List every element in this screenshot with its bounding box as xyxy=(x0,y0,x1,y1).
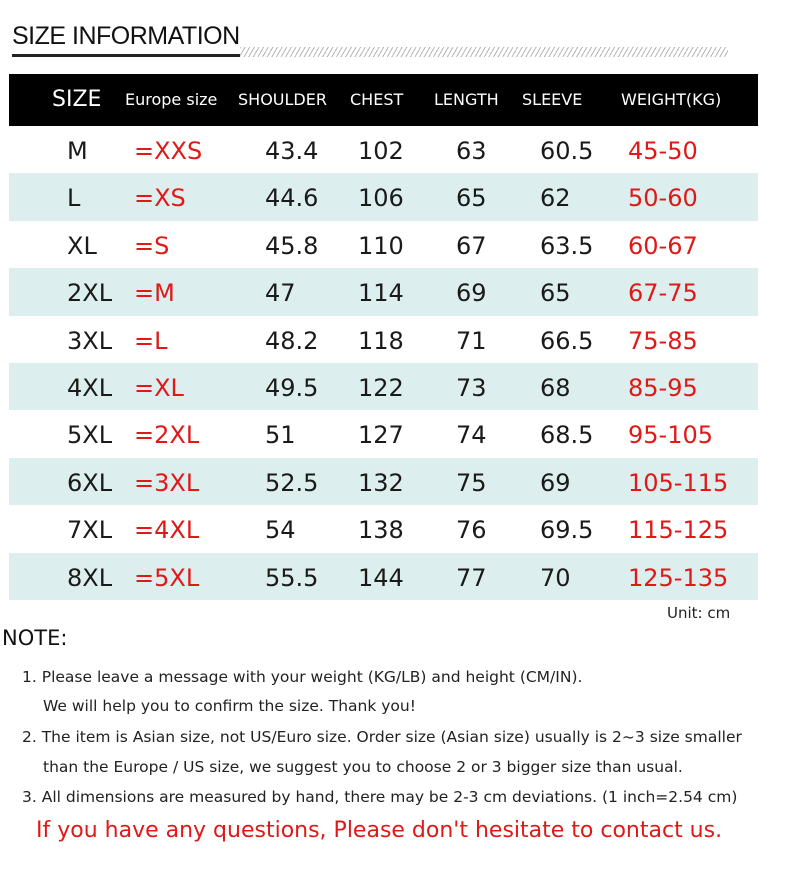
cell-europe: =XS xyxy=(134,184,186,213)
cell-europe: =M xyxy=(134,279,175,308)
cell-size: 4XL xyxy=(67,373,113,402)
cell-shoulder: 43.4 xyxy=(265,137,319,165)
cell-size: 7XL xyxy=(67,516,113,545)
header-sleeve: SLEEVE xyxy=(522,90,583,109)
cell-size: XL xyxy=(67,231,97,260)
cell-europe: =4XL xyxy=(134,516,200,545)
cell-size: 6XL xyxy=(67,468,113,497)
cell-chest: 138 xyxy=(358,516,404,545)
cell-shoulder: 44.6 xyxy=(265,184,319,213)
cell-length: 71 xyxy=(456,326,487,355)
header-chest: CHEST xyxy=(350,90,404,109)
cell-weight: 67-75 xyxy=(628,279,698,308)
note-line-3: 3. All dimensions are measured by hand, there may be 2-3 cm deviations. (1 inch=2.54 cm) xyxy=(22,788,738,806)
cell-weight: 115-125 xyxy=(628,516,729,545)
cell-sleeve: 60.5 xyxy=(540,137,594,165)
cell-shoulder: 47 xyxy=(265,279,296,308)
contact-message: If you have any questions, Please don't hesitate to contact us. xyxy=(36,818,723,843)
table-header xyxy=(9,74,758,126)
cell-chest: 110 xyxy=(358,231,404,260)
cell-length: 76 xyxy=(456,516,487,545)
table-row xyxy=(9,221,758,268)
cell-shoulder: 54 xyxy=(265,516,296,545)
cell-size: L xyxy=(67,184,81,213)
cell-weight: 125-135 xyxy=(628,563,729,592)
cell-sleeve: 69.5 xyxy=(540,516,594,545)
cell-length: 67 xyxy=(456,231,487,260)
table-row xyxy=(9,458,758,505)
cell-sleeve: 62 xyxy=(540,184,571,213)
table-row xyxy=(9,363,758,410)
note-title: NOTE: xyxy=(2,626,68,650)
cell-europe: =5XL xyxy=(134,563,200,592)
cell-chest: 106 xyxy=(358,184,404,213)
cell-length: 65 xyxy=(456,184,487,213)
cell-sleeve: 68.5 xyxy=(540,421,594,450)
cell-weight: 75-85 xyxy=(628,326,698,355)
note-line-2-cont: than the Europe / US size, we suggest you to choose 2 or 3 bigger size than usual. xyxy=(43,758,683,776)
cell-size: 5XL xyxy=(67,421,113,450)
cell-sleeve: 66.5 xyxy=(540,326,594,355)
cell-weight: 50-60 xyxy=(628,184,698,213)
cell-weight: 85-95 xyxy=(628,373,698,402)
header-size: SIZE xyxy=(52,87,102,112)
cell-shoulder: 45.8 xyxy=(265,231,319,260)
unit-label: Unit: cm xyxy=(667,604,731,622)
cell-length: 69 xyxy=(456,279,487,308)
title-hatch-decoration xyxy=(240,47,728,57)
cell-length: 73 xyxy=(456,373,487,402)
cell-chest: 122 xyxy=(358,373,404,402)
cell-length: 63 xyxy=(456,137,487,165)
cell-chest: 102 xyxy=(358,137,404,165)
cell-chest: 132 xyxy=(358,468,404,497)
table-row xyxy=(9,553,758,600)
cell-shoulder: 48.2 xyxy=(265,326,319,355)
table-body xyxy=(9,126,758,600)
note-line-2: 2. The item is Asian size, not US/Euro size. Order size (Asian size) usually is 2~3 size smaller xyxy=(22,728,742,746)
title-block xyxy=(12,18,716,58)
cell-shoulder: 52.5 xyxy=(265,468,319,497)
cell-length: 74 xyxy=(456,421,487,450)
cell-sleeve: 65 xyxy=(540,279,571,308)
table-row xyxy=(9,173,758,220)
header-length: LENGTH xyxy=(434,90,499,109)
cell-length: 75 xyxy=(456,468,487,497)
note-line-1-cont: We will help you to confirm the size. Thank you! xyxy=(43,697,416,715)
cell-length: 77 xyxy=(456,563,487,592)
cell-size: 2XL xyxy=(67,279,113,308)
cell-europe: =S xyxy=(134,231,170,260)
cell-europe: =3XL xyxy=(134,468,200,497)
cell-size: 3XL xyxy=(67,326,113,355)
cell-chest: 118 xyxy=(358,326,404,355)
cell-weight: 45-50 xyxy=(628,137,698,165)
cell-sleeve: 69 xyxy=(540,468,571,497)
table-row xyxy=(9,126,758,173)
cell-weight: 105-115 xyxy=(628,468,729,497)
table-row xyxy=(9,505,758,552)
cell-size: 8XL xyxy=(67,563,113,592)
cell-shoulder: 51 xyxy=(265,421,296,450)
header-europe-size: Europe size xyxy=(125,90,218,109)
header-shoulder: SHOULDER xyxy=(238,90,327,109)
cell-sleeve: 70 xyxy=(540,563,571,592)
table-row xyxy=(9,268,758,315)
size-table xyxy=(9,74,758,600)
cell-chest: 114 xyxy=(358,279,404,308)
cell-shoulder: 49.5 xyxy=(265,373,319,402)
table-row xyxy=(9,410,758,457)
cell-sleeve: 68 xyxy=(540,373,571,402)
cell-europe: =XXS xyxy=(134,137,203,165)
cell-size: M xyxy=(67,137,88,165)
cell-chest: 127 xyxy=(358,421,404,450)
page-title: SIZE INFORMATION xyxy=(12,22,240,50)
title-underline xyxy=(12,54,240,57)
cell-shoulder: 55.5 xyxy=(265,563,319,592)
cell-weight: 95-105 xyxy=(628,421,714,450)
header-weight: WEIGHT(KG) xyxy=(621,90,722,109)
cell-chest: 144 xyxy=(358,563,404,592)
note-line-1: 1. Please leave a message with your weight (KG/LB) and height (CM/IN). xyxy=(22,668,583,686)
cell-europe: =L xyxy=(134,326,168,355)
cell-weight: 60-67 xyxy=(628,231,698,260)
cell-europe: =XL xyxy=(134,373,184,402)
table-row xyxy=(9,316,758,363)
cell-europe: =2XL xyxy=(134,421,200,450)
cell-sleeve: 63.5 xyxy=(540,231,594,260)
